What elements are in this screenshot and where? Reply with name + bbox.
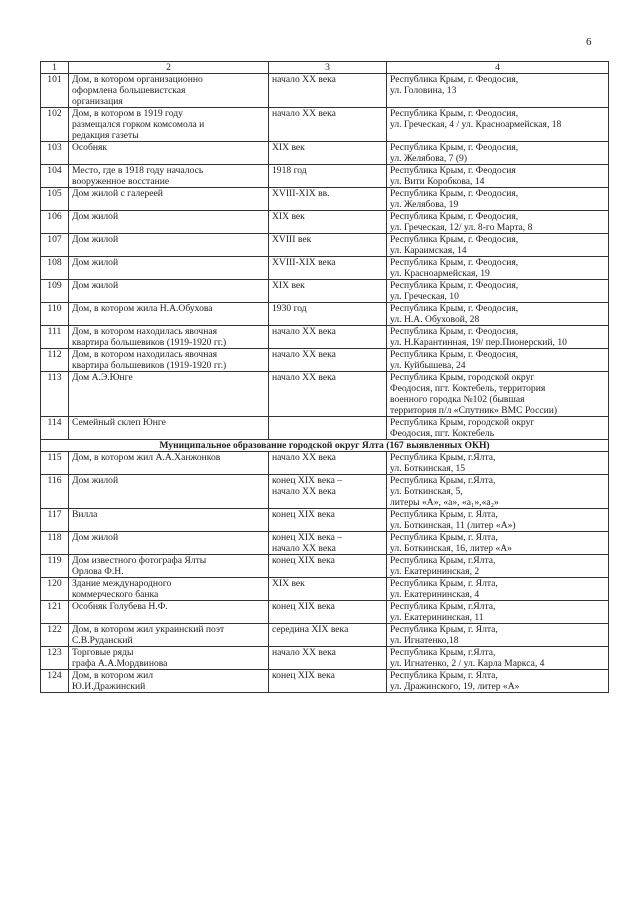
row-number-cell: 124 — [41, 670, 69, 693]
cell-line: Дом известного фотографа Ялты — [72, 555, 207, 566]
cell-line: Феодосия, пгт. Коктебель, территория — [390, 383, 546, 394]
object-name-cell — [69, 452, 269, 475]
cell-line: Ю.И.Дражинский — [72, 681, 146, 692]
page-number: 6 — [586, 36, 592, 48]
cell-line: Особняк — [72, 142, 108, 153]
address-cell — [387, 624, 609, 647]
cell-line: ул. Головина, 13 — [390, 85, 457, 96]
row-number-cell: 101 — [41, 74, 69, 108]
dating-cell — [269, 452, 387, 475]
cell-line: Республика Крым, г.Ялта, — [390, 452, 496, 463]
cell-line: начало XX века — [272, 74, 336, 85]
object-name-cell — [69, 555, 269, 578]
cell-line: ул. Игнатенко,18 — [390, 635, 459, 646]
dating-cell — [269, 74, 387, 108]
dating-cell — [269, 303, 387, 326]
dating-cell — [269, 165, 387, 188]
cell-line: конец XIX века — [272, 601, 335, 612]
cell-line: XIX век — [272, 142, 305, 153]
cell-line: ул. Куйбышева, 24 — [390, 360, 466, 371]
object-name-cell — [69, 108, 269, 142]
row-number-cell: 114 — [41, 417, 69, 440]
cell-line: ул. Н.А. Обуховой, 28 — [390, 314, 480, 325]
cell-line: ул. Екатерининская, 4 — [390, 589, 480, 600]
cell-line: Республика Крым, г.Ялта, — [390, 475, 496, 486]
object-name-cell — [69, 670, 269, 693]
object-name-cell — [69, 188, 269, 211]
address-cell — [387, 578, 609, 601]
cell-line: Республика Крым, г. Феодосия, — [390, 188, 519, 199]
table-row — [41, 670, 609, 693]
row-number-cell: 113 — [41, 372, 69, 417]
address-cell — [387, 74, 609, 108]
cell-line: Республика Крым, г. Ялта, — [390, 670, 498, 681]
cell-line: ул. Боткинская, 5, — [390, 486, 463, 497]
cell-line: конец XIX века – — [272, 475, 343, 486]
address-cell — [387, 326, 609, 349]
object-name-cell — [69, 257, 269, 280]
dating-cell — [269, 475, 387, 509]
table-row — [41, 142, 609, 165]
cell-line: Дом жилой — [72, 280, 119, 291]
address-cell — [387, 372, 609, 417]
object-name-cell — [69, 624, 269, 647]
cell-line: коммерческого банка — [72, 589, 159, 600]
cell-line: Дом жилой — [72, 257, 119, 268]
dating-cell — [269, 647, 387, 670]
cell-line: Вилла — [72, 509, 98, 520]
cell-line: Особняк Голубева Н.Ф. — [72, 601, 168, 612]
dating-cell — [269, 280, 387, 303]
table-row — [41, 417, 609, 440]
cell-line: ул. Греческая, 12/ ул. 8-го Марта, 8 — [390, 222, 533, 233]
address-cell — [387, 647, 609, 670]
cell-line: Республика Крым, г.Ялта, — [390, 555, 496, 566]
table-row — [41, 188, 609, 211]
address-cell — [387, 188, 609, 211]
object-name-cell — [69, 647, 269, 670]
cell-line: Республика Крым, г. Феодосия — [390, 165, 516, 176]
yalta-section — [41, 440, 609, 452]
address-cell — [387, 532, 609, 555]
row-number-cell: 120 — [41, 578, 69, 601]
cell-line: ул. Екатерининская, 11 — [390, 612, 484, 623]
cell-line: начало XX века — [272, 647, 336, 658]
row-number-cell: 116 — [41, 475, 69, 509]
cell-line: 1930 год — [272, 303, 307, 314]
cell-line: Республика Крым, г. Ялта, — [390, 532, 498, 543]
column-number: 3 — [269, 62, 387, 74]
row-number-cell: 105 — [41, 188, 69, 211]
column-number: 1 — [41, 62, 69, 74]
address-cell — [387, 108, 609, 142]
cell-line: 1918 год — [272, 165, 307, 176]
section-header-row — [41, 440, 609, 452]
address-cell — [387, 475, 609, 509]
address-cell — [387, 257, 609, 280]
table-row — [41, 578, 609, 601]
dating-cell — [269, 372, 387, 417]
cell-line: Республика Крым, городской округ — [390, 417, 535, 428]
cell-line: Феодосия, пгт. Коктебель — [390, 428, 495, 439]
address-cell — [387, 303, 609, 326]
cell-line: XVIII-XIX вв. — [272, 188, 330, 199]
section-title: Муниципальное образование городской округ Ялта (167 выявленных ОКН) — [41, 440, 609, 452]
table-row — [41, 303, 609, 326]
cell-line: Республика Крым, г. Феодосия, — [390, 349, 519, 360]
cell-line: ул. Вити Коробкова, 14 — [390, 176, 485, 187]
dating-cell — [269, 532, 387, 555]
cell-line: Здание международного — [72, 578, 172, 589]
cell-line: ул. Караимская, 14 — [390, 245, 467, 256]
cell-line: Республика Крым, городской округ — [390, 372, 535, 383]
table-row — [41, 601, 609, 624]
row-number-cell: 104 — [41, 165, 69, 188]
row-number-cell: 107 — [41, 234, 69, 257]
dating-cell — [269, 188, 387, 211]
dating-cell — [269, 211, 387, 234]
cell-line: квартира большевиков (1919-1920 гг.) — [72, 337, 227, 348]
column-number: 2 — [69, 62, 269, 74]
cell-line: Республика Крым, г. Феодосия, — [390, 257, 519, 268]
cell-line: начало XX века — [272, 326, 336, 337]
dating-cell — [269, 624, 387, 647]
cell-line: квартира большевиков (1919-1920 гг.) — [72, 360, 227, 371]
cell-line: Республика Крым, г. Феодосия, — [390, 211, 519, 222]
cell-line: начало XX века — [272, 108, 336, 119]
object-name-cell — [69, 326, 269, 349]
heritage-register-table — [40, 61, 609, 693]
cell-line: начало XX века — [272, 452, 336, 463]
dating-cell — [269, 555, 387, 578]
row-number-cell: 102 — [41, 108, 69, 142]
row-number-cell: 110 — [41, 303, 69, 326]
row-number-cell: 109 — [41, 280, 69, 303]
cell-line: редакция газеты — [72, 130, 139, 141]
cell-line: середина XIX века — [272, 624, 349, 635]
table-row — [41, 211, 609, 234]
cell-line: Торговые ряды — [72, 647, 134, 658]
dating-cell — [269, 257, 387, 280]
cell-line: Дом А.Э.Юнге — [72, 372, 133, 383]
object-name-cell — [69, 372, 269, 417]
row-number-cell: 112 — [41, 349, 69, 372]
cell-line: ул. Красноармейская, 19 — [390, 268, 490, 279]
feodosia-rows — [41, 74, 609, 440]
cell-line: Дом, в котором находилась явочная — [72, 349, 218, 360]
row-number-cell: 122 — [41, 624, 69, 647]
object-name-cell — [69, 211, 269, 234]
cell-line: Дом, в котором жил — [72, 670, 154, 681]
cell-line: Дом жилой — [72, 532, 119, 543]
address-cell — [387, 234, 609, 257]
cell-line: Семейный склеп Юнге — [72, 417, 166, 428]
table-row — [41, 74, 609, 108]
cell-line: литеры «А», «а», «а₁»,«а₂» — [390, 497, 499, 508]
table-row — [41, 647, 609, 670]
cell-line: начало XX века — [272, 372, 336, 383]
address-cell — [387, 509, 609, 532]
table-row — [41, 257, 609, 280]
address-cell — [387, 417, 609, 440]
cell-line: ул. Боткинская, 16, литер «А» — [390, 543, 512, 554]
cell-line: ул. Н.Карантинная, 19/ пер.Пионерский, 10 — [390, 337, 567, 348]
cell-line: ул. Греческая, 10 — [390, 291, 459, 302]
cell-line: конец XIX века — [272, 555, 335, 566]
cell-line: конец XIX века — [272, 670, 335, 681]
cell-line: XIX век — [272, 211, 305, 222]
dating-cell — [269, 142, 387, 165]
cell-line: вооруженное восстание — [72, 176, 170, 187]
table-row — [41, 452, 609, 475]
address-cell — [387, 601, 609, 624]
cell-line: ул. Боткинская, 11 (литер «А») — [390, 520, 516, 531]
cell-line: ул. Греческая, 4 / ул. Красноармейская, 18 — [390, 119, 562, 130]
cell-line: ул. Желябова, 7 (9) — [390, 153, 468, 164]
cell-line: XVIII век — [272, 234, 312, 245]
table-row — [41, 280, 609, 303]
object-name-cell — [69, 601, 269, 624]
row-number-cell: 111 — [41, 326, 69, 349]
cell-line: XVIII-XIX века — [272, 257, 336, 268]
table-row — [41, 108, 609, 142]
object-name-cell — [69, 578, 269, 601]
cell-line: Республика Крым, г. Феодосия, — [390, 74, 519, 85]
cell-line: Дом жилой — [72, 211, 119, 222]
cell-line: Дом, в котором в 1919 году — [72, 108, 183, 119]
table-row — [41, 624, 609, 647]
object-name-cell — [69, 280, 269, 303]
cell-line: Республика Крым, г.Ялта, — [390, 601, 496, 612]
cell-line: Дом, в котором жил А.А.Ханжонков — [72, 452, 221, 463]
row-number-cell: 106 — [41, 211, 69, 234]
row-number-cell: 119 — [41, 555, 69, 578]
row-number-cell: 117 — [41, 509, 69, 532]
cell-line: территория п/л «Спутник» ВМС России) — [390, 405, 558, 416]
cell-line: ул. Дражинского, 19, литер «А» — [390, 681, 520, 692]
table-row — [41, 372, 609, 417]
cell-line: начало XX века — [272, 543, 336, 554]
yalta-rows — [41, 452, 609, 693]
dating-cell — [269, 349, 387, 372]
object-name-cell — [69, 303, 269, 326]
address-cell — [387, 670, 609, 693]
object-name-cell — [69, 509, 269, 532]
address-cell — [387, 452, 609, 475]
dating-cell — [269, 108, 387, 142]
row-number-cell: 108 — [41, 257, 69, 280]
address-cell — [387, 555, 609, 578]
address-cell — [387, 349, 609, 372]
cell-line: ул. Екатерининская, 2 — [390, 566, 480, 577]
table-row — [41, 555, 609, 578]
address-cell — [387, 211, 609, 234]
cell-line: начало XX века — [272, 349, 336, 360]
object-name-cell — [69, 475, 269, 509]
cell-line: размещался горком комсомола и — [72, 119, 205, 130]
cell-line: Дом, в котором организационно — [72, 74, 203, 85]
cell-line: графа А.А.Мордвинова — [72, 658, 168, 669]
dating-cell — [269, 670, 387, 693]
table-row — [41, 234, 609, 257]
cell-line: Республика Крым, г. Феодосия, — [390, 108, 519, 119]
cell-line: Дом, в котором жила Н.А.Обухова — [72, 303, 213, 314]
cell-line: оформлена большевистская — [72, 85, 186, 96]
cell-line: Дом жилой — [72, 234, 119, 245]
cell-line: Республика Крым, г. Феодосия, — [390, 280, 519, 291]
dating-cell — [269, 417, 387, 440]
table-row — [41, 326, 609, 349]
table-row — [41, 165, 609, 188]
cell-line: Республика Крым, г. Ялта, — [390, 624, 498, 635]
dating-cell — [269, 601, 387, 624]
cell-line: Место, где в 1918 году началось — [72, 165, 204, 176]
address-cell — [387, 280, 609, 303]
object-name-cell — [69, 349, 269, 372]
row-number-cell: 118 — [41, 532, 69, 555]
cell-line: Дом, в котором жил украинский поэт — [72, 624, 225, 635]
address-cell — [387, 142, 609, 165]
cell-line: Республика Крым, г. Феодосия, — [390, 234, 519, 245]
cell-line: Дом жилой с галереей — [72, 188, 163, 199]
dating-cell — [269, 509, 387, 532]
cell-line: ул. Боткинская, 15 — [390, 463, 466, 474]
cell-line: ул. Желябова, 19 — [390, 199, 459, 210]
cell-line: Республика Крым, г. Ялта, — [390, 509, 498, 520]
row-number-cell: 123 — [41, 647, 69, 670]
dating-cell — [269, 234, 387, 257]
cell-line: Республика Крым, г. Феодосия, — [390, 303, 519, 314]
dating-cell — [269, 578, 387, 601]
object-name-cell — [69, 532, 269, 555]
cell-line: организация — [72, 96, 123, 107]
object-name-cell — [69, 74, 269, 108]
cell-line: военного городка №102 (бывшая — [390, 394, 525, 405]
cell-line: Республика Крым, г. Феодосия, — [390, 326, 519, 337]
cell-line: XIX век — [272, 280, 305, 291]
cell-line: начало XX века — [272, 486, 336, 497]
object-name-cell — [69, 234, 269, 257]
object-name-cell — [69, 417, 269, 440]
address-cell — [387, 165, 609, 188]
row-number-cell: 115 — [41, 452, 69, 475]
cell-line: Дом, в котором находилась явочная — [72, 326, 218, 337]
object-name-cell — [69, 142, 269, 165]
column-number: 4 — [387, 62, 609, 74]
table-row — [41, 475, 609, 509]
dating-cell — [269, 326, 387, 349]
row-number-cell: 103 — [41, 142, 69, 165]
cell-line: Республика Крым, г. Феодосия, — [390, 142, 519, 153]
table-row — [41, 509, 609, 532]
cell-line: Республика Крым, г.Ялта, — [390, 647, 496, 658]
column-number-row — [41, 62, 609, 74]
cell-line: ул. Игнатенко, 2 / ул. Карла Маркса, 4 — [390, 658, 545, 669]
cell-line: XIX век — [272, 578, 305, 589]
cell-line: Орлова Ф.Н. — [72, 566, 124, 577]
cell-line: С.В.Руданский — [72, 635, 133, 646]
object-name-cell — [69, 165, 269, 188]
cell-line: конец XIX века — [272, 509, 335, 520]
cell-line: Республика Крым, г. Ялта, — [390, 578, 498, 589]
table-row — [41, 349, 609, 372]
cell-line: конец XIX века – — [272, 532, 343, 543]
row-number-cell: 121 — [41, 601, 69, 624]
table-row — [41, 532, 609, 555]
cell-line: Дом жилой — [72, 475, 119, 486]
